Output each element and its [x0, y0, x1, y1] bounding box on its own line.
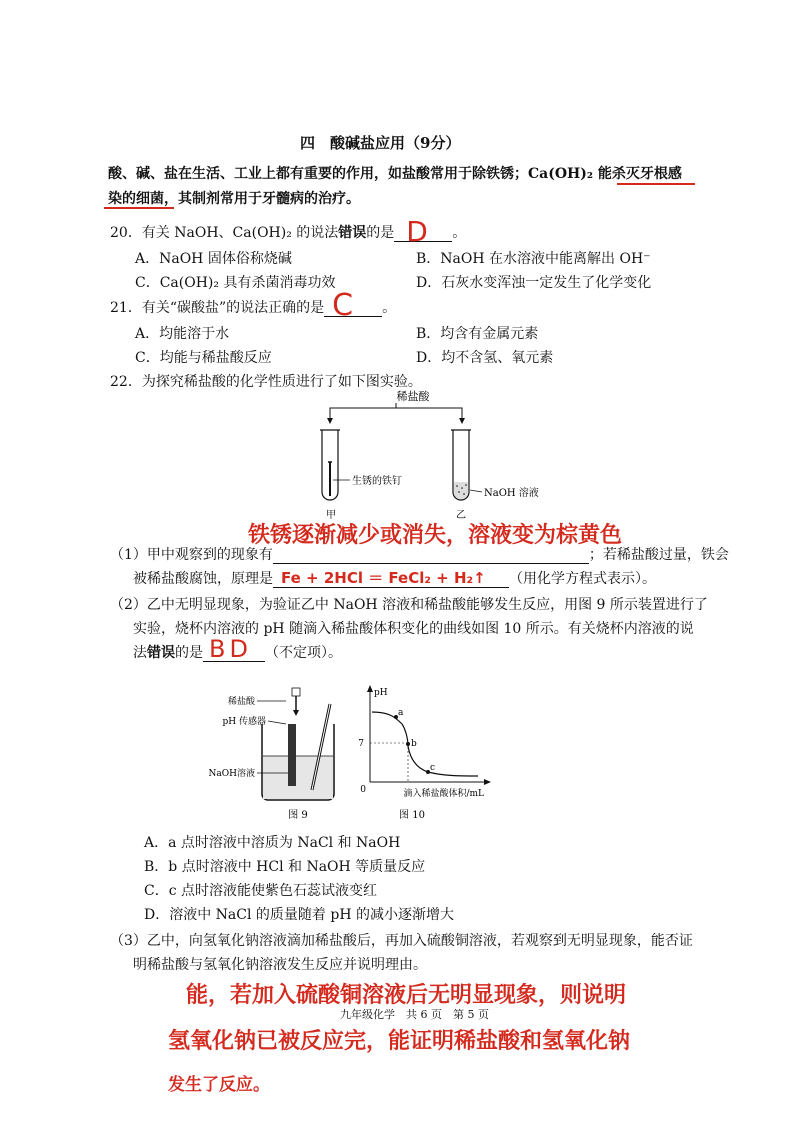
q22-stem: 22．为探究稀盐酸的化学性质进行了如下图实验。: [110, 374, 422, 390]
red-underline: [617, 183, 695, 185]
test-tube-figure: [300, 388, 539, 523]
q21-option-b: B．均含有金属元素: [416, 326, 539, 342]
q22-3-answer-line2: 氢氧化钠已被反应完，能证明稀盐酸和氢氧化钠: [168, 1029, 631, 1054]
q22-part2-line3: 法错误的是 BD （不定项）。: [133, 635, 342, 663]
q22-2-answer: BD: [209, 635, 252, 663]
q22-1-answer-observation: 铁锈逐渐减少或消失，溶液变为棕黄色: [248, 523, 623, 548]
q22-part3-line2: 明稀盐酸与氢氧化钠溶液发生反应并说明理由。: [133, 957, 427, 973]
intro-line-1: 酸、碱、盐在生活、工业上都有重要的作用，如盐酸常用于除铁锈；Ca(OH)₂ 能杀灭牙根感: [108, 166, 682, 182]
q20-stem: 20．有关 NaOH、Ca(OH)₂ 的说法错误的是 D 。: [110, 215, 467, 248]
q20-answer: D: [406, 215, 428, 248]
intro-line-2: 染的细菌，其制剂常用于牙髓病的治疗。: [108, 191, 360, 207]
fig10-caption: 图 10: [399, 810, 425, 821]
q22-option-d: D．溶液中 NaCl 的质量随着 pH 的减小逐渐增大: [144, 907, 454, 923]
q21-answer: C: [332, 288, 354, 323]
fig9-naoh-label: NaOH溶液: [208, 769, 255, 779]
fig-right-label: NaOH 溶液: [484, 488, 539, 499]
fig10-point-b: b: [411, 739, 417, 749]
q21-stem: 21．有关“碳酸盐”的说法正确的是 C 。: [110, 288, 397, 323]
fig10-y-axis-label: pH: [374, 688, 388, 698]
q20-option-a: A．NaOH 固体俗称烧碱: [135, 251, 292, 267]
q22-part2-line2: 实验，烧杯内溶液的 pH 随滴入稀盐酸体积变化的曲线如图 10 所示。有关烧杯内溶液的说: [133, 621, 694, 637]
fig10-point-a: a: [398, 708, 404, 718]
fig9-acid-label: 稀盐酸: [227, 697, 255, 707]
q21-option-d: D．均不含氢、氧元素: [416, 350, 554, 366]
q20-option-b: B．NaOH 在水溶液中能离解出 OH⁻: [416, 251, 651, 267]
section-title: 四 酸碱盐应用（9分）: [300, 134, 461, 152]
fig9-caption: 图 9: [288, 810, 308, 821]
q21-option-c: C．均能与稀盐酸反应: [135, 350, 272, 366]
fig10-point-c: c: [430, 763, 436, 773]
fig-yi: 乙: [456, 510, 466, 521]
fig10-origin: 0: [360, 785, 366, 795]
figure-9-beaker: [200, 684, 360, 824]
q22-part1-line1: （1）甲中观察到的现象有 ；若稀盐酸过量，铁会: [110, 547, 729, 563]
q22-part3-line1: （3）乙中，向氢氧化钠溶液滴加稀盐酸后，再加入硫酸铜溶液，若观察到无明显现象，能否证: [110, 933, 693, 949]
fig10-x-axis-label: 滴入稀盐酸体积/mL: [403, 789, 484, 799]
page-footer: 九年级化学 共 6 页 第 5 页: [340, 1008, 489, 1021]
q22-option-a: A．a 点时溶液中溶质为 NaCl 和 NaOH: [144, 835, 401, 851]
q20-option-c: C．Ca(OH)₂ 具有杀菌消毒功效: [135, 275, 336, 291]
red-underline: [104, 207, 174, 209]
q22-3-answer-line1: 能，若加入硫酸铜溶液后无明显现象，则说明: [186, 983, 627, 1008]
q22-1-answer-equation: Fe + 2HCl ＝ FeCl₂ + H₂↑: [281, 569, 486, 587]
q21-option-a: A．均能溶于水: [135, 326, 230, 342]
fig-jia: 甲: [326, 510, 336, 521]
q20-option-d: D．石灰水变浑浊一定发生了化学变化: [416, 275, 652, 291]
q22-option-b: B．b 点时溶液中 HCl 和 NaOH 等质量反应: [144, 859, 426, 875]
fig10-tick-7: 7: [358, 739, 364, 749]
figure-10-ph-curve: [360, 684, 500, 824]
fig-top-label: 稀盐酸: [396, 390, 430, 403]
q22-part2-line1: （2）乙中无明显现象，为验证乙中 NaOH 溶液和稀盐酸能够发生反应，用图 9 所示装置进行了: [110, 597, 708, 613]
q22-3-answer-line3: 发生了反应。: [168, 1075, 270, 1095]
q22-part1-line2: 被稀盐酸腐蚀，原理是 Fe + 2HCl ＝ FeCl₂ + H₂↑ （用化学方程式表示）。: [133, 569, 656, 587]
fig-left-label: 生锈的铁钉: [352, 476, 402, 487]
q22-option-c: C．c 点时溶液能使紫色石蕊试液变红: [144, 883, 378, 899]
fig9-sensor-label: pH 传感器: [222, 717, 266, 727]
